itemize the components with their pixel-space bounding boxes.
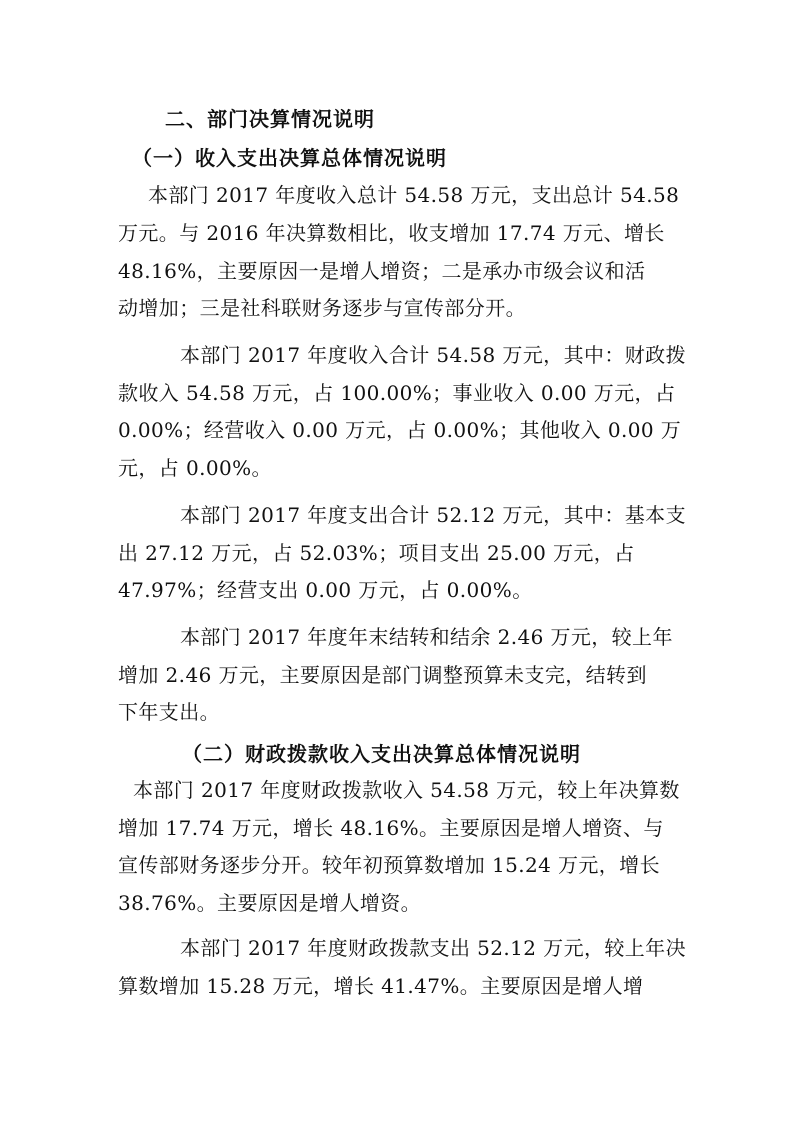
paragraph-line: 38.76%。主要原因是增人增资。 xyxy=(118,891,422,915)
paragraph-line: 宣传部财务逐步分开。较年初预算数增加 15.24 万元，增长 xyxy=(118,853,660,877)
paragraph-line: 本部门 2017 年度收入总计 54.58 万元，支出总计 54.58 xyxy=(148,183,680,207)
paragraph-line: 出 27.12 万元，占 52.03%；项目支出 25.00 万元，占 xyxy=(118,541,635,565)
paragraph-line: 本部门 2017 年度财政拨款收入 54.58 万元，较上年决算数 xyxy=(133,778,680,802)
paragraph-line: 本部门 2017 年度年末结转和结余 2.46 万元，较上年 xyxy=(180,625,673,649)
paragraph-line: 47.97%；经营支出 0.00 万元，占 0.00%。 xyxy=(118,578,533,602)
paragraph-line: 本部门 2017 年度收入合计 54.58 万元，其中：财政拨 xyxy=(180,343,686,367)
paragraph-line: 48.16%，主要原因一是增人增资；二是承办市级会议和活 xyxy=(118,259,646,283)
paragraph-line: 元，占 0.00%。 xyxy=(118,456,272,480)
paragraph-line: 0.00%；经营收入 0.00 万元，占 0.00%；其他收入 0.00 万 xyxy=(118,418,682,442)
paragraph-line: 增加 17.74 万元，增长 48.16%。主要原因是增人增资、与 xyxy=(118,816,664,840)
paragraph-line: 下年支出。 xyxy=(118,700,220,724)
paragraph-line: 增加 2.46 万元，主要原因是部门调整预算未支完，结转到 xyxy=(118,663,647,687)
subsection-heading-fiscal-appropriation: （二）财政拨款收入支出决算总体情况说明 xyxy=(182,742,581,766)
subsection-heading-income-expenditure: （一）收入支出决算总体情况说明 xyxy=(132,146,447,170)
section-heading: 二、部门决算情况说明 xyxy=(165,107,375,131)
paragraph-line: 本部门 2017 年度支出合计 52.12 万元，其中：基本支 xyxy=(180,503,686,527)
paragraph-line: 万元。与 2016 年决算数相比，收支增加 17.74 万元、增长 xyxy=(118,221,665,245)
paragraph-line: 算数增加 15.28 万元，增长 41.47%。主要原因是增人增 xyxy=(118,974,644,998)
paragraph-line: 款收入 54.58 万元，占 100.00%；事业收入 0.00 万元，占 xyxy=(118,381,676,405)
paragraph-line: 动增加；三是社科联财务逐步与宣传部分开。 xyxy=(118,296,526,320)
paragraph-line: 本部门 2017 年度财政拨款支出 52.12 万元，较上年决 xyxy=(180,936,686,960)
